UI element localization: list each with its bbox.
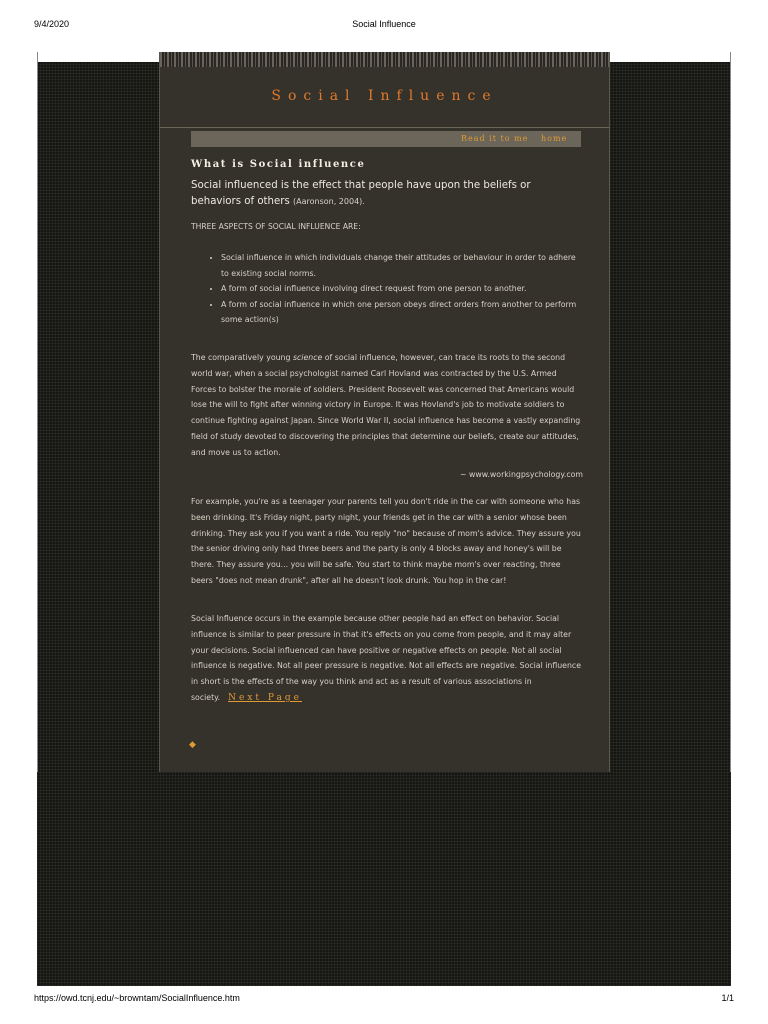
- aspects-list: [191, 250, 583, 328]
- history-text-start: The comparatively young: [191, 353, 293, 362]
- read-it-to-me-link[interactable]: Read it to me: [461, 134, 529, 143]
- print-date: 9/4/2020: [34, 19, 70, 29]
- article-heading: What is Social influence: [191, 159, 366, 170]
- content-panel: [159, 52, 610, 772]
- print-page-number: 1/1: [721, 993, 734, 1003]
- list-item: • A form of social influence involving direct request from one person to another.: [221, 281, 583, 297]
- summary-paragraph: [191, 611, 583, 707]
- list-item: • A form of social influence in which one person obeys direct orders from another to perform some action(s): [221, 297, 583, 328]
- right-border: [730, 52, 731, 772]
- print-url: https://owd.tcnj.edu/~browntam/SocialInfluence.htm: [34, 993, 240, 1003]
- aspects-title: THREE ASPECTS OF SOCIAL INFLUENCE ARE:: [191, 222, 361, 231]
- site-title: Social Influence: [271, 88, 498, 104]
- source-credit: ~ www.workingpsychology.com: [460, 470, 583, 479]
- history-paragraph: [191, 350, 583, 461]
- summary-text: Social Influence occurs in the example because other people had an effect on behavior. Social influence is similar to peer pressure in that it's effects on you come from people, and it may alter your decisions. Social influenced can have positive or negative effects on people. Not all social influence is negative. Not all peer pressure is negative. Not all effects are negative. Social influence in short is the effects of the way you think and act as a result of various associations in society.: [191, 614, 581, 702]
- history-text-end: of social influence, however, can trace its roots to the second world war, when a social psychologist named Carl Hovland was contracted by the U.S. Armed Forces to bolster the morale of soldiers. President Roosevelt was concerned that Americans would lose the will to fight after winning victory in Europe. It was Hovland's job to motivate soldiers to continue fighting against Japan. Since World War II, social influence has become a vastly expanding field of study devoted to discovering the principles that determine our beliefs, create our attitudes, and move us to action.: [191, 353, 581, 457]
- list-item: • Social influence in which individuals change their attitudes or behaviour in order to adhere to existing social norms.: [221, 250, 583, 281]
- title-divider: [160, 127, 609, 128]
- left-border: [37, 52, 38, 772]
- intro-text: Social influenced is the effect that people have upon the beliefs or behaviors of others: [191, 180, 531, 207]
- intro-paragraph: [191, 178, 583, 210]
- intro-citation: (Aaronson, 2004).: [293, 197, 365, 206]
- print-title: Social Influence: [352, 19, 416, 29]
- example-paragraph: For example, you're as a teenager your parents tell you don't ride in the car with someone who has been drinking. It's Friday night, party night, your friends get in the car with a senior whose been drinking. They ask you if you want a ride. You reply "no" because of mom's advice. They assure you the senior driving only had three beers and the party is only 4 blocks away and honey's will be there. They assure you... you will be safe. You start to think maybe mom's over reacting, three beers "does not mean drunk", after all he doesn't look drunk. You hop in the car!: [191, 497, 581, 585]
- history-emphasis: science: [292, 353, 323, 362]
- next-page-link[interactable]: Next Page: [228, 692, 302, 703]
- diamond-icon: ◆: [189, 740, 196, 750]
- print-header: [34, 19, 734, 31]
- print-footer: [34, 993, 734, 1005]
- home-link[interactable]: home: [541, 134, 568, 143]
- decorative-stripe: [160, 52, 609, 67]
- nav-bar: [191, 131, 581, 147]
